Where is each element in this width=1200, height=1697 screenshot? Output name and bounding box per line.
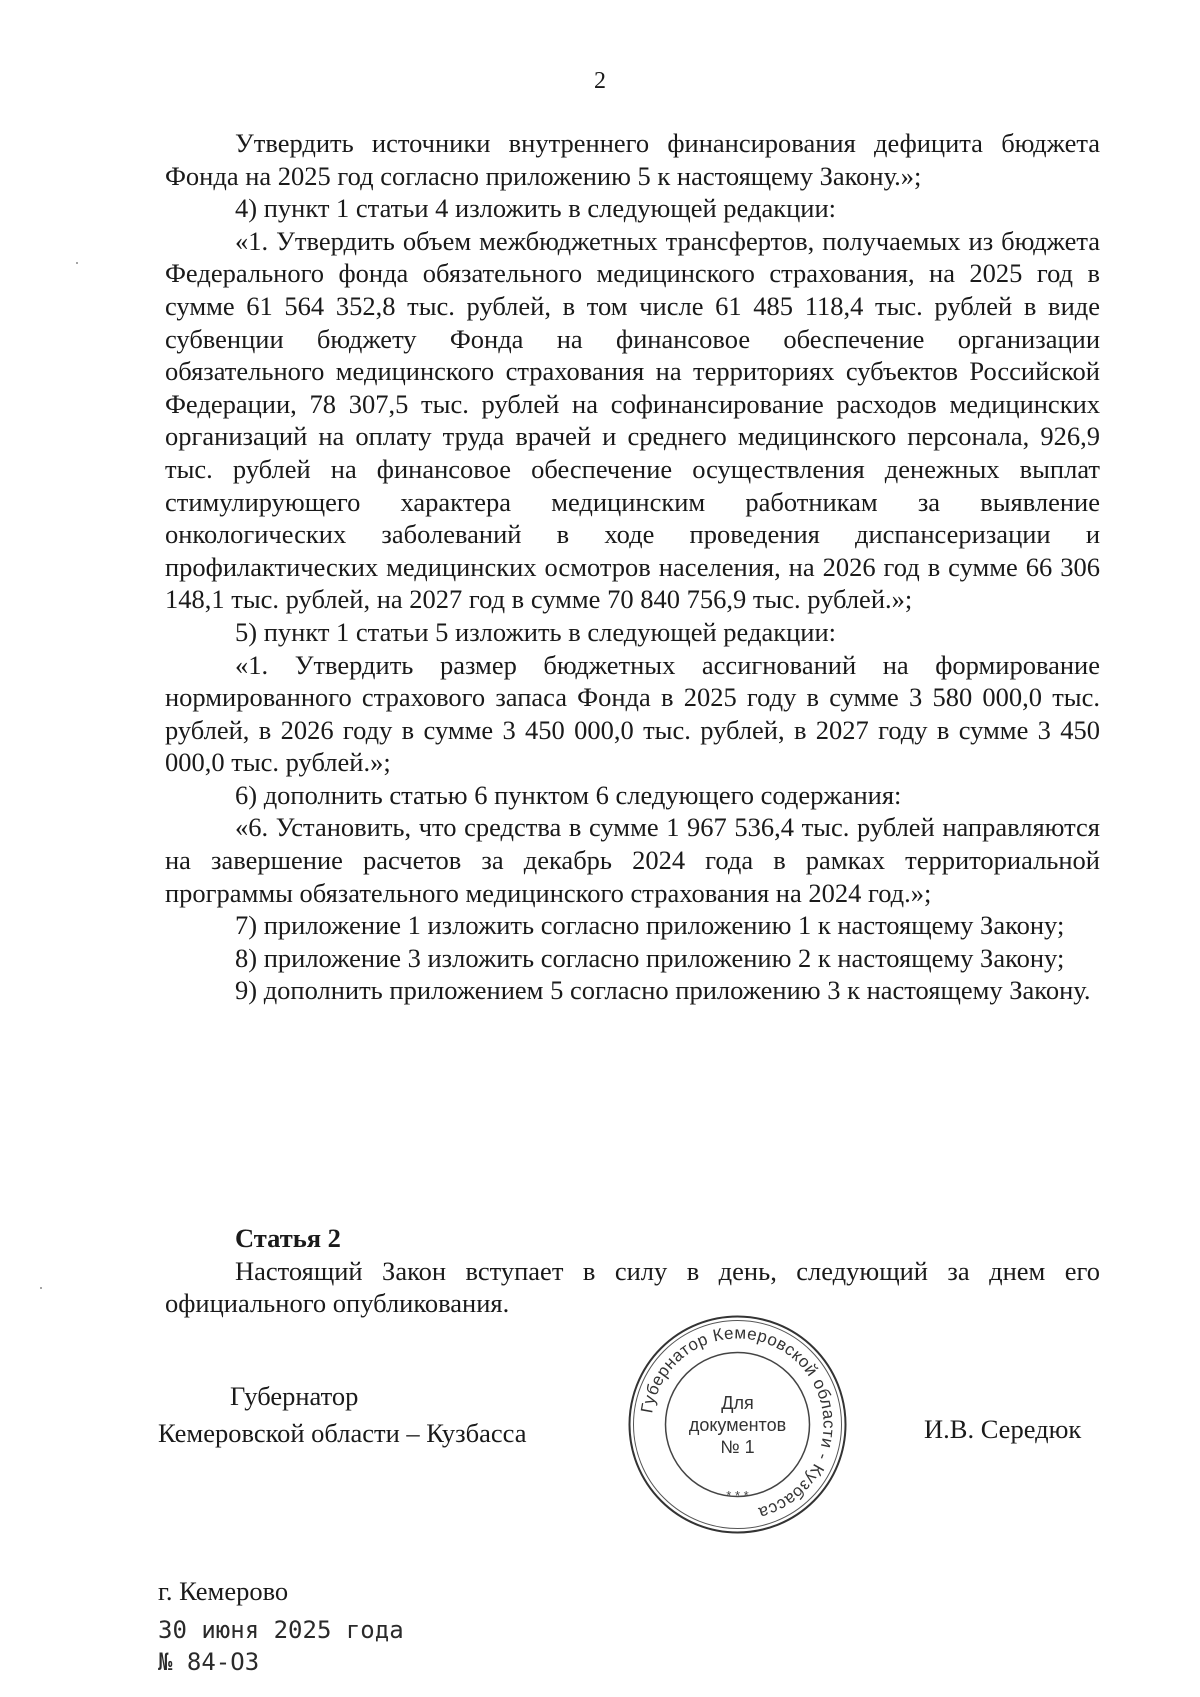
page-number: 2 [594,68,606,94]
signature-title-line2: Кемеровской области – Кузбасса [158,1418,527,1448]
paragraph-financing-sources: Утвердить источники внутреннего финансирования дефицита бюджета Фонда на 2025 год согласно приложению 5 к настоящему Закону.»; [165,128,1100,191]
stamp-stars: * * * [726,1488,749,1503]
paragraph-item-8: 8) приложение 3 изложить согласно приложению 2 к настоящему Закону; [235,942,1065,973]
paragraph-item-9: 9) дополнить приложением 5 согласно приложению 3 к настоящему Закону. [235,975,1091,1006]
paragraph-settlements: «6. Установить, что средства в сумме 1 967 536,4 тыс. рублей направляются на завершение расчетов за декабрь 2024 года в рамках территориальной программы обязательного медицинского страхования на 2024 год.»; [165,812,1100,908]
signature-title [158,1378,527,1452]
article-2-heading: Статья 2 [235,1223,341,1253]
law-body [165,127,1100,1007]
law-date: 30 июня 2025 года [158,1616,404,1644]
stamp-ring-text: Губернатор Кемеровской области - Кузбасса [637,1323,839,1523]
signature-title-line1: Губернатор [230,1381,359,1411]
stamp-line3: № 1 [720,1436,755,1457]
paragraph-item-4: 4) пункт 1 статьи 4 изложить в следующей редакции: [235,193,836,224]
scan-speck [76,262,78,264]
stamp-line1: Для [721,1392,754,1413]
paragraph-transfers: «1. Утвердить объем межбюджетных трансфертов, получаемых из бюджета Федерального фонда обязательного медицинского страхования, на 2025 год в сумме 61 564 352,8 тыс. рублей, в том числе 61 485 118,4 тыс. рублей в виде субвенции бюджету Фонда на финансовое обеспечение организации обязательного медицинского страхования на территориях субъектов Российской Федерации, 78 307,5 тыс. рублей на софинансирование расходов медицинских организаций на оплату труда врачей и среднего медицинского персонала, 926,9 тыс. рублей на финансовое обеспечение осуществления денежных выплат стимулирующего характера медицинским работникам за выявление онкологических заболеваний в ходе проведения диспансеризации и профилактических медицинских осмотров населения, на 2026 год в сумме 66 306 148,1 тыс. рублей, на 2027 год в сумме 70 840 756,9 тыс. рублей.»; [165,225,1100,615]
paragraph-reserve: «1. Утвердить размер бюджетных ассигнований на формирование нормированного страхового запаса Фонда в 2025 году в сумме 3 580 000,0 тыс. рублей, в 2026 году в сумме 3 450 000,0 тыс. рублей, в 2027 году в сумме 3 450 000,0 тыс. рублей.»; [165,649,1100,778]
paragraph-item-5: 5) пункт 1 статьи 5 изложить в следующей редакции: [235,616,836,647]
scan-speck [40,1287,42,1289]
signer-name: И.В. Середюк [924,1414,1082,1444]
official-stamp [625,1312,850,1537]
stamp-line2: документов [688,1414,787,1435]
paragraph-item-6: 6) дополнить статью 6 пунктом 6 следующего содержания: [235,779,902,810]
article-2-text: Настоящий Закон вступает в силу в день, следующий за днем его официального опубликования. [165,1255,1100,1319]
stamp-center [625,1312,850,1537]
article-2 [165,1222,1100,1320]
place-of-signing: г. Кемерово [158,1576,289,1606]
law-number: № 84-ОЗ [158,1648,260,1676]
paragraph-item-7: 7) приложение 1 изложить согласно приложению 1 к настоящему Закону; [235,910,1065,941]
